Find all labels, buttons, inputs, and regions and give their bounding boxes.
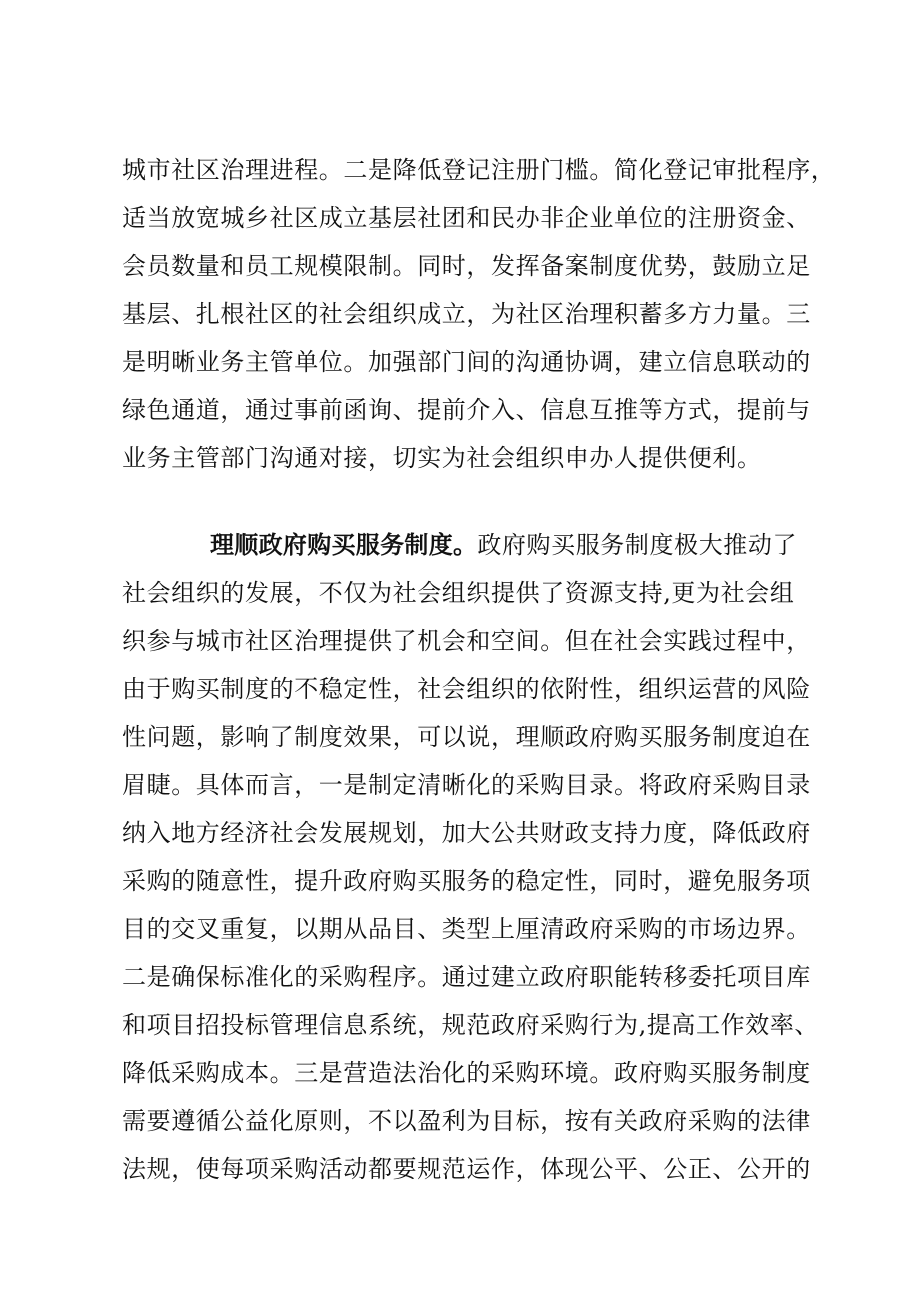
section-heading: 理顺政府购买服务制度。 (210, 531, 478, 559)
text-line: 城市社区治理进程。二是降低登记注册门槛。简化登记审批程序， (122, 156, 836, 184)
text-line: 眉睫。具体而言，一是制定清晰化的采购目录。将政府采购目录 (122, 771, 811, 799)
text-line: 业务主管部门沟通对接，切实为社会组织申办人提供便利。 (122, 444, 762, 472)
text-line: 需要遵循公益化原则，不以盈利为目标，按有关政府采购的法律 (122, 1107, 811, 1135)
text-line: 基层、扎根社区的社会组织成立，为社区治理积蓄多方力量。三 (122, 300, 811, 328)
paragraph-procurement (122, 521, 822, 1193)
text-line: 社会组织的发展，不仅为社会组织提供了资源支持,更为社会组 (122, 579, 795, 607)
text-line: 二是确保标准化的采购程序。通过建立政府职能转移委托项目库 (122, 963, 811, 991)
text-line: 织参与城市社区治理提供了机会和空间。但在社会实践过程中， (122, 627, 811, 655)
text-line: 是明晰业务主管单位。加强部门间的沟通协调，建立信息联动的 (122, 348, 811, 376)
text-line-first (122, 521, 822, 569)
text-line: 降低采购成本。三是营造法治化的采购环境。政府购买服务制度 (122, 1059, 811, 1087)
text-line: 采购的随意性，提升政府购买服务的稳定性，同时，避免服务项 (122, 867, 811, 895)
text-line: 法规，使每项采购活动都要规范运作，体现公平、公正、公开的 (122, 1155, 811, 1183)
text-line: 性问题，影响了制度效果，可以说，理顺政府购买服务制度迫在 (122, 723, 811, 751)
paragraph-registration (122, 146, 836, 482)
text-line: 绿色通道，通过事前函询、提前介入、信息互推等方式，提前与 (122, 396, 811, 424)
text-line: 适当放宽城乡社区成立基层社团和民办非企业单位的注册资金、 (122, 204, 811, 232)
text-line: 纳入地方经济社会发展规划，加大公共财政支持力度，降低政府 (122, 819, 811, 847)
text-line: 和项目招投标管理信息系统，规范政府采购行为,提高工作效率、 (122, 1011, 820, 1039)
text-line: 会员数量和员工规模限制。同时，发挥备案制度优势，鼓励立足 (122, 252, 811, 280)
text-line: 由于购买制度的不稳定性，社会组织的依附性，组织运营的风险 (122, 675, 811, 703)
text-line-rest: 政府购买服务制度极大推动了 (477, 531, 798, 559)
text-line: 目的交叉重复，以期从品目、类型上厘清政府采购的市场边界。 (122, 915, 811, 943)
